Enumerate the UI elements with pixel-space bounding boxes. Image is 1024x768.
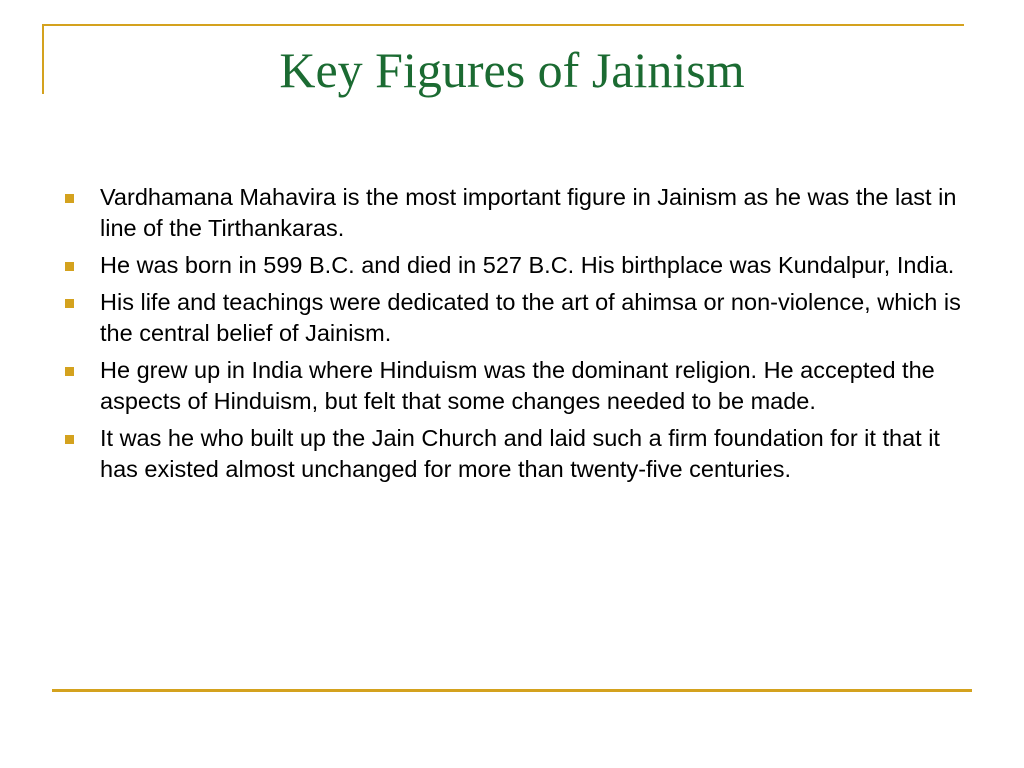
square-bullet-icon (65, 194, 74, 203)
bottom-border-line (52, 689, 972, 692)
bullet-item (60, 287, 970, 349)
bullet-text: It was he who built up the Jain Church and laid such a firm foundation for it that it has existed almost unchanged for more than twenty-five centuries. (100, 425, 940, 482)
square-bullet-icon (65, 262, 74, 271)
bullet-text: He grew up in India where Hinduism was the dominant religion. He accepted the aspects of Hinduism, but felt that some changes needed to be made. (100, 357, 935, 414)
top-border-line (42, 24, 964, 26)
bullet-text: His life and teachings were dedicated to the art of ahimsa or non-violence, which is the central belief of Jainism. (100, 289, 961, 346)
bullet-text: Vardhamana Mahavira is the most important figure in Jainism as he was the last in line of the Tirthankaras. (100, 184, 957, 241)
slide-title: Key Figures of Jainism (279, 42, 745, 98)
square-bullet-icon (65, 435, 74, 444)
bullet-item (60, 355, 970, 417)
square-bullet-icon (65, 367, 74, 376)
bullet-item (60, 250, 970, 281)
bullet-list (60, 182, 970, 491)
bullet-text: He was born in 599 B.C. and died in 527 B.C. His birthplace was Kundalpur, India. (100, 252, 955, 278)
square-bullet-icon (65, 299, 74, 308)
bullet-item (60, 423, 970, 485)
bullet-item (60, 182, 970, 244)
